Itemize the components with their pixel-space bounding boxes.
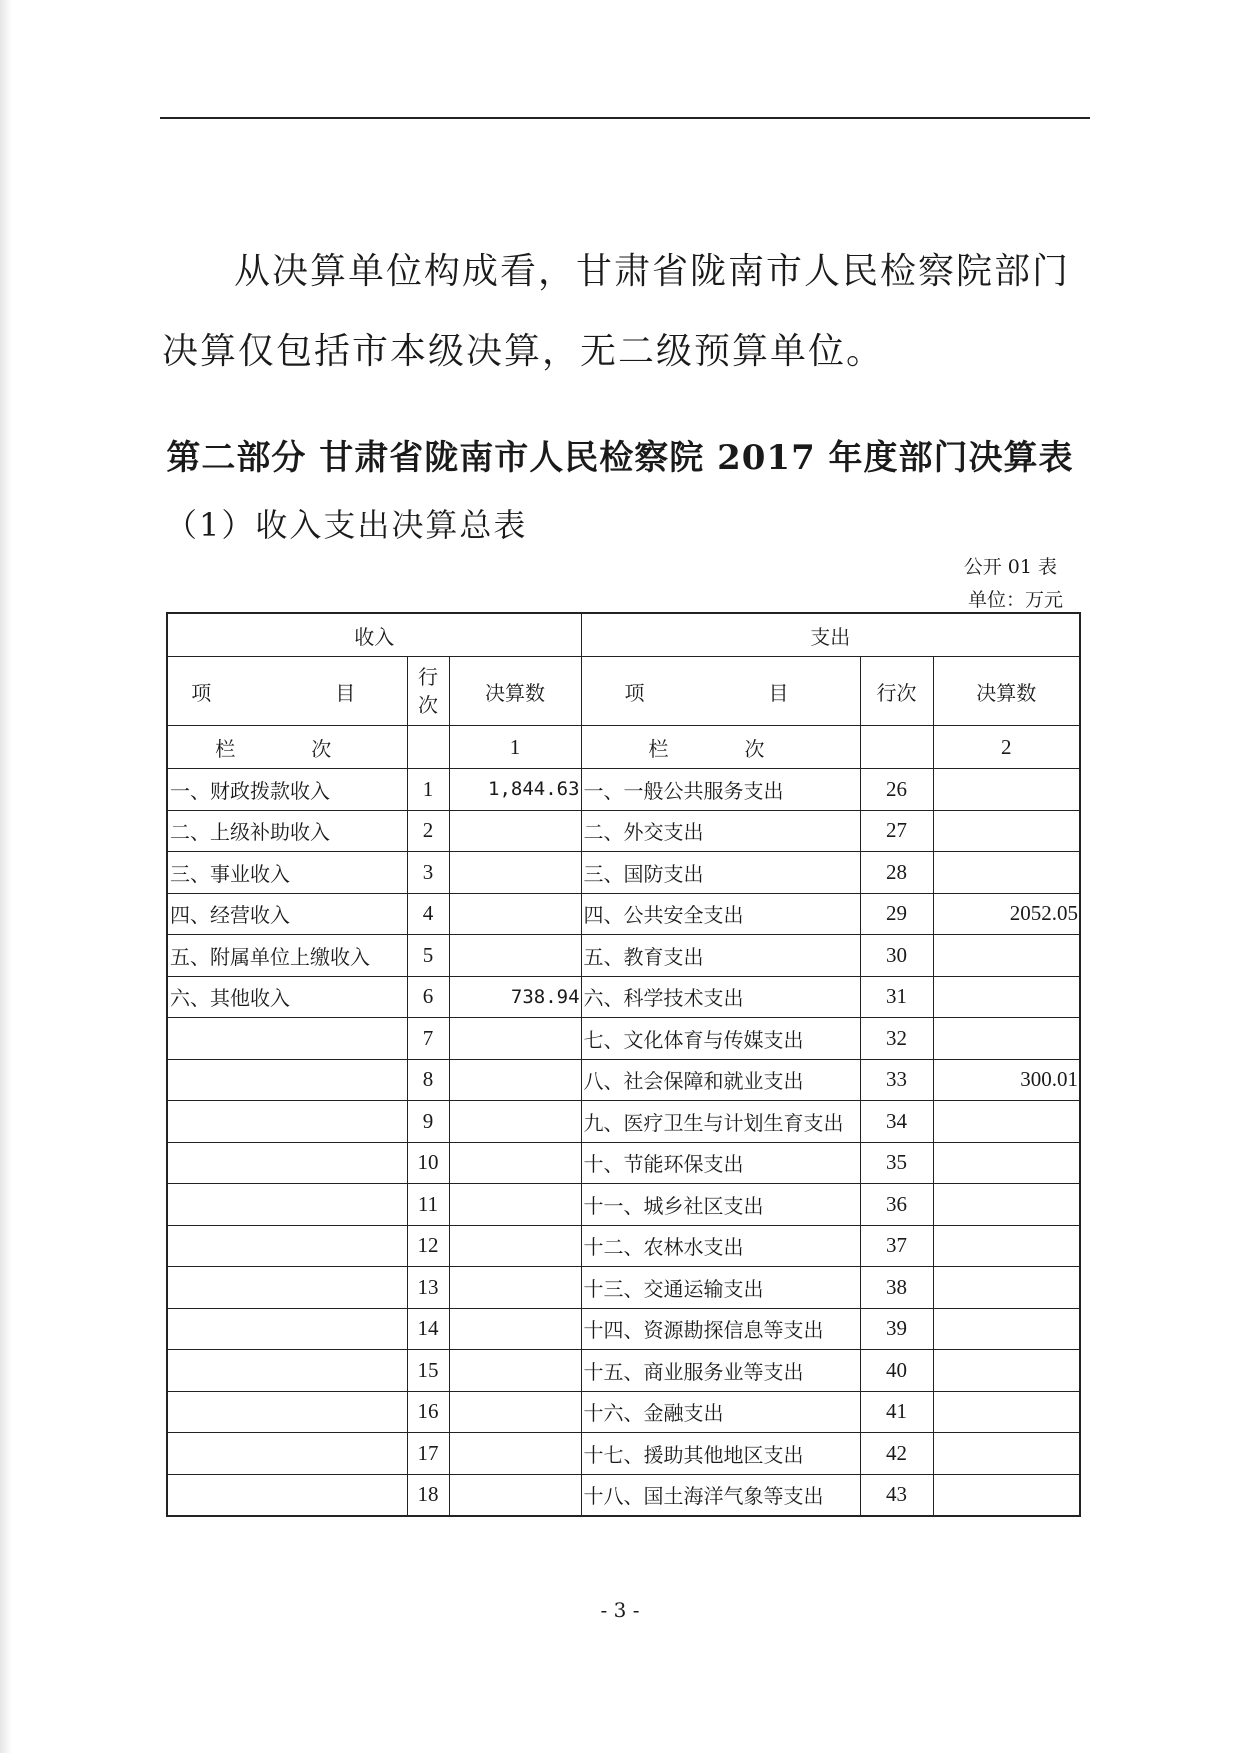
expense-amount-cell — [933, 810, 1080, 852]
table-subtitle: （1）收入支出决算总表 — [165, 506, 528, 544]
expense-line-cell: 28 — [860, 852, 933, 894]
expense-line-cell: 36 — [860, 1184, 933, 1226]
expense-line-cell: 43 — [860, 1474, 933, 1516]
income-line-cell: 2 — [407, 810, 449, 852]
expense-amount-cell — [933, 1184, 1080, 1226]
income-item-cell — [167, 1225, 407, 1267]
expense-amount-cell — [933, 1142, 1080, 1184]
income-item-cell: 四、经营收入 — [167, 893, 407, 935]
expense-line-cell: 31 — [860, 976, 933, 1018]
table-row — [167, 1059, 1080, 1101]
income-line-cell: 17 — [407, 1433, 449, 1475]
income-line-cell: 11 — [407, 1184, 449, 1226]
table-body — [167, 769, 1080, 1517]
table-unit: 单位：万元 — [967, 589, 1063, 611]
income-item-cell — [167, 1474, 407, 1516]
income-line-cell: 8 — [407, 1059, 449, 1101]
income-item-cell: 二、上级补助收入 — [167, 810, 407, 852]
table-row — [167, 1433, 1080, 1475]
income-amount-cell: 1,844.63 — [449, 769, 581, 811]
expense-amount-cell — [933, 1350, 1080, 1392]
income-line-header-text: 行次 — [418, 665, 438, 717]
table-header-group-row — [167, 613, 1080, 657]
expense-line-cell: 39 — [860, 1308, 933, 1350]
income-amount-cell — [449, 1474, 581, 1516]
expense-line-cell: 32 — [860, 1018, 933, 1060]
income-item-cell: 五、附属单位上缴收入 — [167, 935, 407, 977]
expense-amount-cell — [933, 1267, 1080, 1309]
expense-item-header: 项 目 — [581, 657, 860, 726]
table-row — [167, 810, 1080, 852]
income-line-cell: 7 — [407, 1018, 449, 1060]
header-rule — [160, 117, 1090, 119]
expense-item-cell: 十八、国土海洋气象等支出 — [581, 1474, 860, 1516]
income-item-header: 项 目 — [167, 657, 407, 726]
income-column-label: 栏 次 — [167, 726, 407, 769]
expense-item-cell: 十、节能环保支出 — [581, 1142, 860, 1184]
income-line-cell: 15 — [407, 1350, 449, 1392]
income-item-cell: 三、事业收入 — [167, 852, 407, 894]
expense-item-cell: 一、一般公共服务支出 — [581, 769, 860, 811]
expense-amount-cell — [933, 852, 1080, 894]
expense-item-cell: 十五、商业服务业等支出 — [581, 1350, 860, 1392]
expense-column-index: 2 — [933, 726, 1080, 769]
expense-amount-cell: 2052.05 — [933, 893, 1080, 935]
income-line-cell: 13 — [407, 1267, 449, 1309]
expense-line-cell: 29 — [860, 893, 933, 935]
table-row — [167, 1350, 1080, 1392]
expense-line-cell: 26 — [860, 769, 933, 811]
expense-item-cell: 七、文化体育与传媒支出 — [581, 1018, 860, 1060]
income-item-cell — [167, 1391, 407, 1433]
income-item-cell — [167, 1018, 407, 1060]
table-row — [167, 893, 1080, 935]
expense-item-cell: 十一、城乡社区支出 — [581, 1184, 860, 1226]
expense-line-index — [860, 726, 933, 769]
table-row — [167, 1142, 1080, 1184]
table-row — [167, 1391, 1080, 1433]
income-item-cell — [167, 1350, 407, 1392]
income-line-cell: 3 — [407, 852, 449, 894]
expense-line-cell: 41 — [860, 1391, 933, 1433]
expense-item-cell: 六、科学技术支出 — [581, 976, 860, 1018]
expense-amount-cell — [933, 1018, 1080, 1060]
income-item-cell — [167, 1308, 407, 1350]
scan-edge-shadow — [0, 0, 12, 1753]
income-line-cell: 16 — [407, 1391, 449, 1433]
expense-line-cell: 38 — [860, 1267, 933, 1309]
expense-item-cell: 十二、农林水支出 — [581, 1225, 860, 1267]
expense-line-header: 行次 — [860, 657, 933, 726]
intro-text — [162, 232, 1090, 392]
income-item-cell — [167, 1184, 407, 1226]
expense-item-cell: 二、外交支出 — [581, 810, 860, 852]
expense-amount-cell — [933, 935, 1080, 977]
income-item-cell — [167, 1267, 407, 1309]
expense-line-cell: 40 — [860, 1350, 933, 1392]
income-amount-cell — [449, 1142, 581, 1184]
expense-item-cell: 十四、资源勘探信息等支出 — [581, 1308, 860, 1350]
income-line-cell: 9 — [407, 1101, 449, 1143]
income-line-cell: 10 — [407, 1142, 449, 1184]
income-amount-cell — [449, 935, 581, 977]
income-line-cell: 12 — [407, 1225, 449, 1267]
expense-line-cell: 27 — [860, 810, 933, 852]
income-amount-cell — [449, 1101, 581, 1143]
income-amount-cell — [449, 1267, 581, 1309]
page-number: - 3 - — [600, 1598, 640, 1622]
income-amount-cell — [449, 1350, 581, 1392]
expense-line-cell: 30 — [860, 935, 933, 977]
income-line-cell: 4 — [407, 893, 449, 935]
table-code: 公开 01 表 — [963, 556, 1057, 578]
expense-amount-cell — [933, 1225, 1080, 1267]
income-line-cell: 18 — [407, 1474, 449, 1516]
table-column-index-row — [167, 726, 1080, 769]
expense-line-cell: 42 — [860, 1433, 933, 1475]
income-column-index: 1 — [449, 726, 581, 769]
income-amount-cell — [449, 893, 581, 935]
expense-item-cell: 九、医疗卫生与计划生育支出 — [581, 1101, 860, 1143]
income-amount-cell — [449, 1391, 581, 1433]
table-row — [167, 769, 1080, 811]
income-expense-table — [166, 612, 1081, 1517]
expense-line-cell: 35 — [860, 1142, 933, 1184]
expense-amount-cell — [933, 769, 1080, 811]
expense-amount-header: 决算数 — [933, 657, 1080, 726]
income-item-cell — [167, 1142, 407, 1184]
income-amount-header: 决算数 — [449, 657, 581, 726]
income-amount-cell: 738.94 — [449, 976, 581, 1018]
income-item-cell — [167, 1101, 407, 1143]
expense-item-cell: 十三、交通运输支出 — [581, 1267, 860, 1309]
income-amount-cell — [449, 1225, 581, 1267]
table-row — [167, 1101, 1080, 1143]
income-amount-cell — [449, 1184, 581, 1226]
intro-paragraph: 从决算单位构成看，甘肃省陇南市人民检察院部门决算仅包括市本级决算，无二级预算单位。 — [162, 251, 1071, 372]
expense-amount-cell — [933, 1308, 1080, 1350]
expense-item-cell: 五、教育支出 — [581, 935, 860, 977]
income-header: 收入 — [167, 613, 581, 657]
table-row — [167, 1225, 1080, 1267]
expense-header: 支出 — [581, 613, 1080, 657]
income-item-cell: 六、其他收入 — [167, 976, 407, 1018]
table-row — [167, 1267, 1080, 1309]
income-amount-cell — [449, 1308, 581, 1350]
table-row — [167, 1308, 1080, 1350]
expense-item-cell: 十六、金融支出 — [581, 1391, 860, 1433]
income-amount-cell — [449, 1018, 581, 1060]
income-amount-cell — [449, 1059, 581, 1101]
table-row — [167, 1018, 1080, 1060]
income-amount-cell — [449, 810, 581, 852]
expense-amount-cell — [933, 1101, 1080, 1143]
income-line-cell: 14 — [407, 1308, 449, 1350]
expense-line-cell: 33 — [860, 1059, 933, 1101]
expense-item-cell: 十七、援助其他地区支出 — [581, 1433, 860, 1475]
expense-item-cell: 四、公共安全支出 — [581, 893, 860, 935]
expense-amount-cell — [933, 976, 1080, 1018]
expense-amount-cell — [933, 1474, 1080, 1516]
table-row — [167, 935, 1080, 977]
table-row — [167, 852, 1080, 894]
table-row — [167, 1184, 1080, 1226]
expense-item-cell: 三、国防支出 — [581, 852, 860, 894]
expense-item-cell: 八、社会保障和就业支出 — [581, 1059, 860, 1101]
income-item-cell: 一、财政拨款收入 — [167, 769, 407, 811]
expense-amount-cell — [933, 1433, 1080, 1475]
income-item-cell — [167, 1059, 407, 1101]
table-header-row — [167, 657, 1080, 726]
expense-amount-cell — [933, 1391, 1080, 1433]
income-line-cell: 6 — [407, 976, 449, 1018]
income-line-cell: 1 — [407, 769, 449, 811]
section-title: 第二部分 甘肃省陇南市人民检察院 2017 年度部门决算表 — [166, 438, 1074, 478]
income-line-header — [407, 657, 449, 726]
table-row — [167, 1474, 1080, 1516]
expense-line-cell: 37 — [860, 1225, 933, 1267]
income-amount-cell — [449, 852, 581, 894]
table-row — [167, 976, 1080, 1018]
expense-column-label: 栏 次 — [581, 726, 860, 769]
expense-line-cell: 34 — [860, 1101, 933, 1143]
income-line-index — [407, 726, 449, 769]
expense-amount-cell: 300.01 — [933, 1059, 1080, 1101]
income-line-cell: 5 — [407, 935, 449, 977]
income-item-cell — [167, 1433, 407, 1475]
income-amount-cell — [449, 1433, 581, 1475]
